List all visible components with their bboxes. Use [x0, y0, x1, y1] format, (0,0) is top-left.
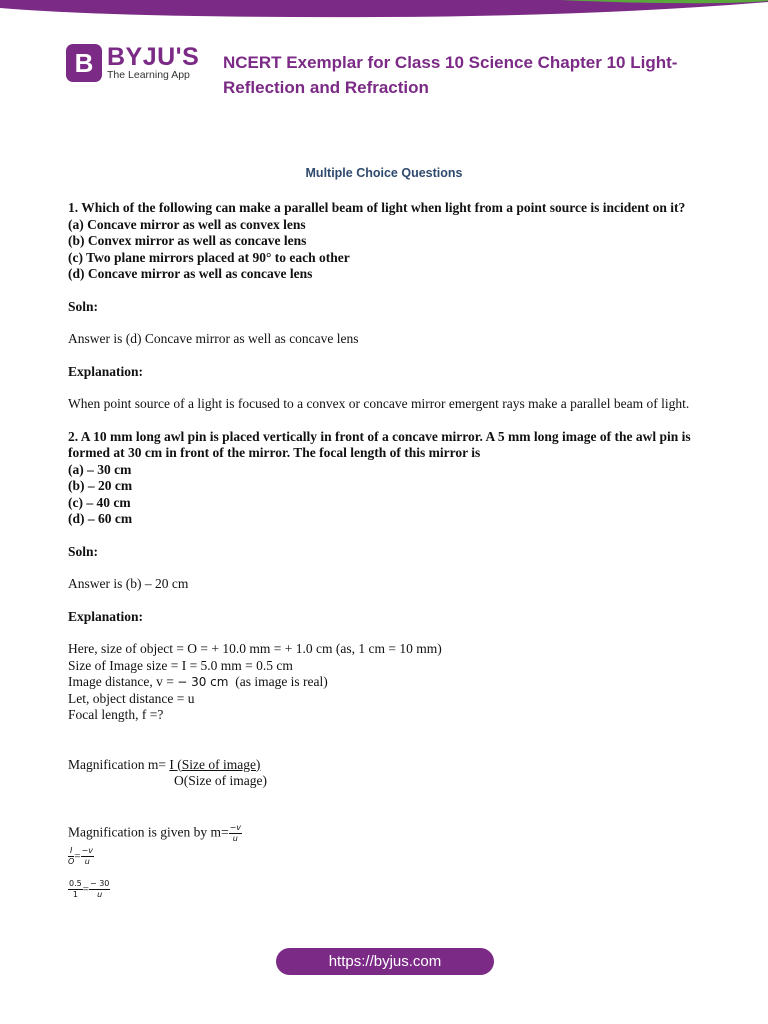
- q2-object-distance: Let, object distance = u: [68, 690, 195, 706]
- title-line-1: NCERT Exemplar for Class 10 Science Chapter 10 Light-: [223, 53, 678, 72]
- q2-focal-length: Focal length, f =?: [68, 707, 164, 722]
- q2-option-d: (d) – 60 cm: [68, 511, 133, 526]
- q1-option-c: (c) Two plane mirrors placed at 90° to each other: [68, 249, 350, 265]
- magnification-formula: Magnification is given by m= $\frac{-v}{u}$: [68, 822, 242, 843]
- q2-soln-label: Soln:: [68, 543, 99, 559]
- q2-answer: Answer is (b) – 20 cm: [68, 576, 189, 591]
- title-line-2: Reflection and Refraction: [223, 78, 429, 97]
- logo-mark: B: [66, 44, 102, 82]
- q1-option-a: (a) Concave mirror as well as convex lens: [68, 216, 306, 232]
- q1-soln-label: Soln:: [68, 298, 99, 314]
- footer-url-link[interactable]: https://byjus.com: [276, 948, 494, 975]
- magnification-denominator: O(Size of image): [174, 773, 267, 788]
- byjus-logo: [66, 44, 199, 82]
- q2-given-object-size: Here, size of object = O = + 10.0 mm = + 1.0 cm (as, 1 cm = 10 mm): [68, 641, 442, 656]
- logo-tagline: The Learning App: [107, 69, 190, 81]
- section-heading: Multiple Choice Questions: [305, 166, 463, 180]
- equation-substituted: $\frac{0.5}{1}$ = $\frac{- 30}{u}$: [69, 878, 110, 899]
- q2-option-b: (b) – 20 cm: [68, 478, 133, 493]
- top-decorative-band: [0, 0, 768, 22]
- q2-image-distance: Image distance, v = − 30 cm (as image is real): [68, 674, 328, 689]
- q1-explanation: When point source of a light is focused to a convex or concave mirror emergent rays make a parallel beam of light.: [68, 396, 690, 411]
- q1-option-b: (b) Convex mirror as well as concave lens: [68, 233, 307, 248]
- q2-given-image-size: Size of Image size = I = 5.0 mm = 0.5 cm: [68, 657, 293, 673]
- q2-question: 2. A 10 mm long awl pin is placed vertically in front of a concave mirror. A 5 mm long image of the awl pin is formed at 30 cm in front of the mirror. The focal length of this mirror is: [68, 428, 691, 460]
- document-body: [68, 200, 718, 900]
- q1-option-d: (d) Concave mirror as well as concave lens: [68, 266, 313, 281]
- q2-option-a: (a) – 30 cm: [68, 461, 132, 477]
- q2-explanation-label: Explanation:: [68, 608, 144, 624]
- logo-name: BYJU'S: [107, 43, 200, 71]
- q2-option-c: (c) – 40 cm: [68, 494, 131, 510]
- equation-i-over-o: $\frac{I}{O}$ = $\frac{-v}{u}$: [68, 845, 93, 866]
- q1-explanation-label: Explanation:: [68, 363, 144, 379]
- q1-answer: Answer is (d) Concave mirror as well as concave lens: [68, 331, 359, 346]
- q1-question: 1. Which of the following can make a parallel beam of light when light from a point source is incident on it?: [68, 200, 686, 215]
- document-title: [223, 50, 723, 100]
- magnification-definition: Magnification m= I (Size of image): [68, 756, 261, 772]
